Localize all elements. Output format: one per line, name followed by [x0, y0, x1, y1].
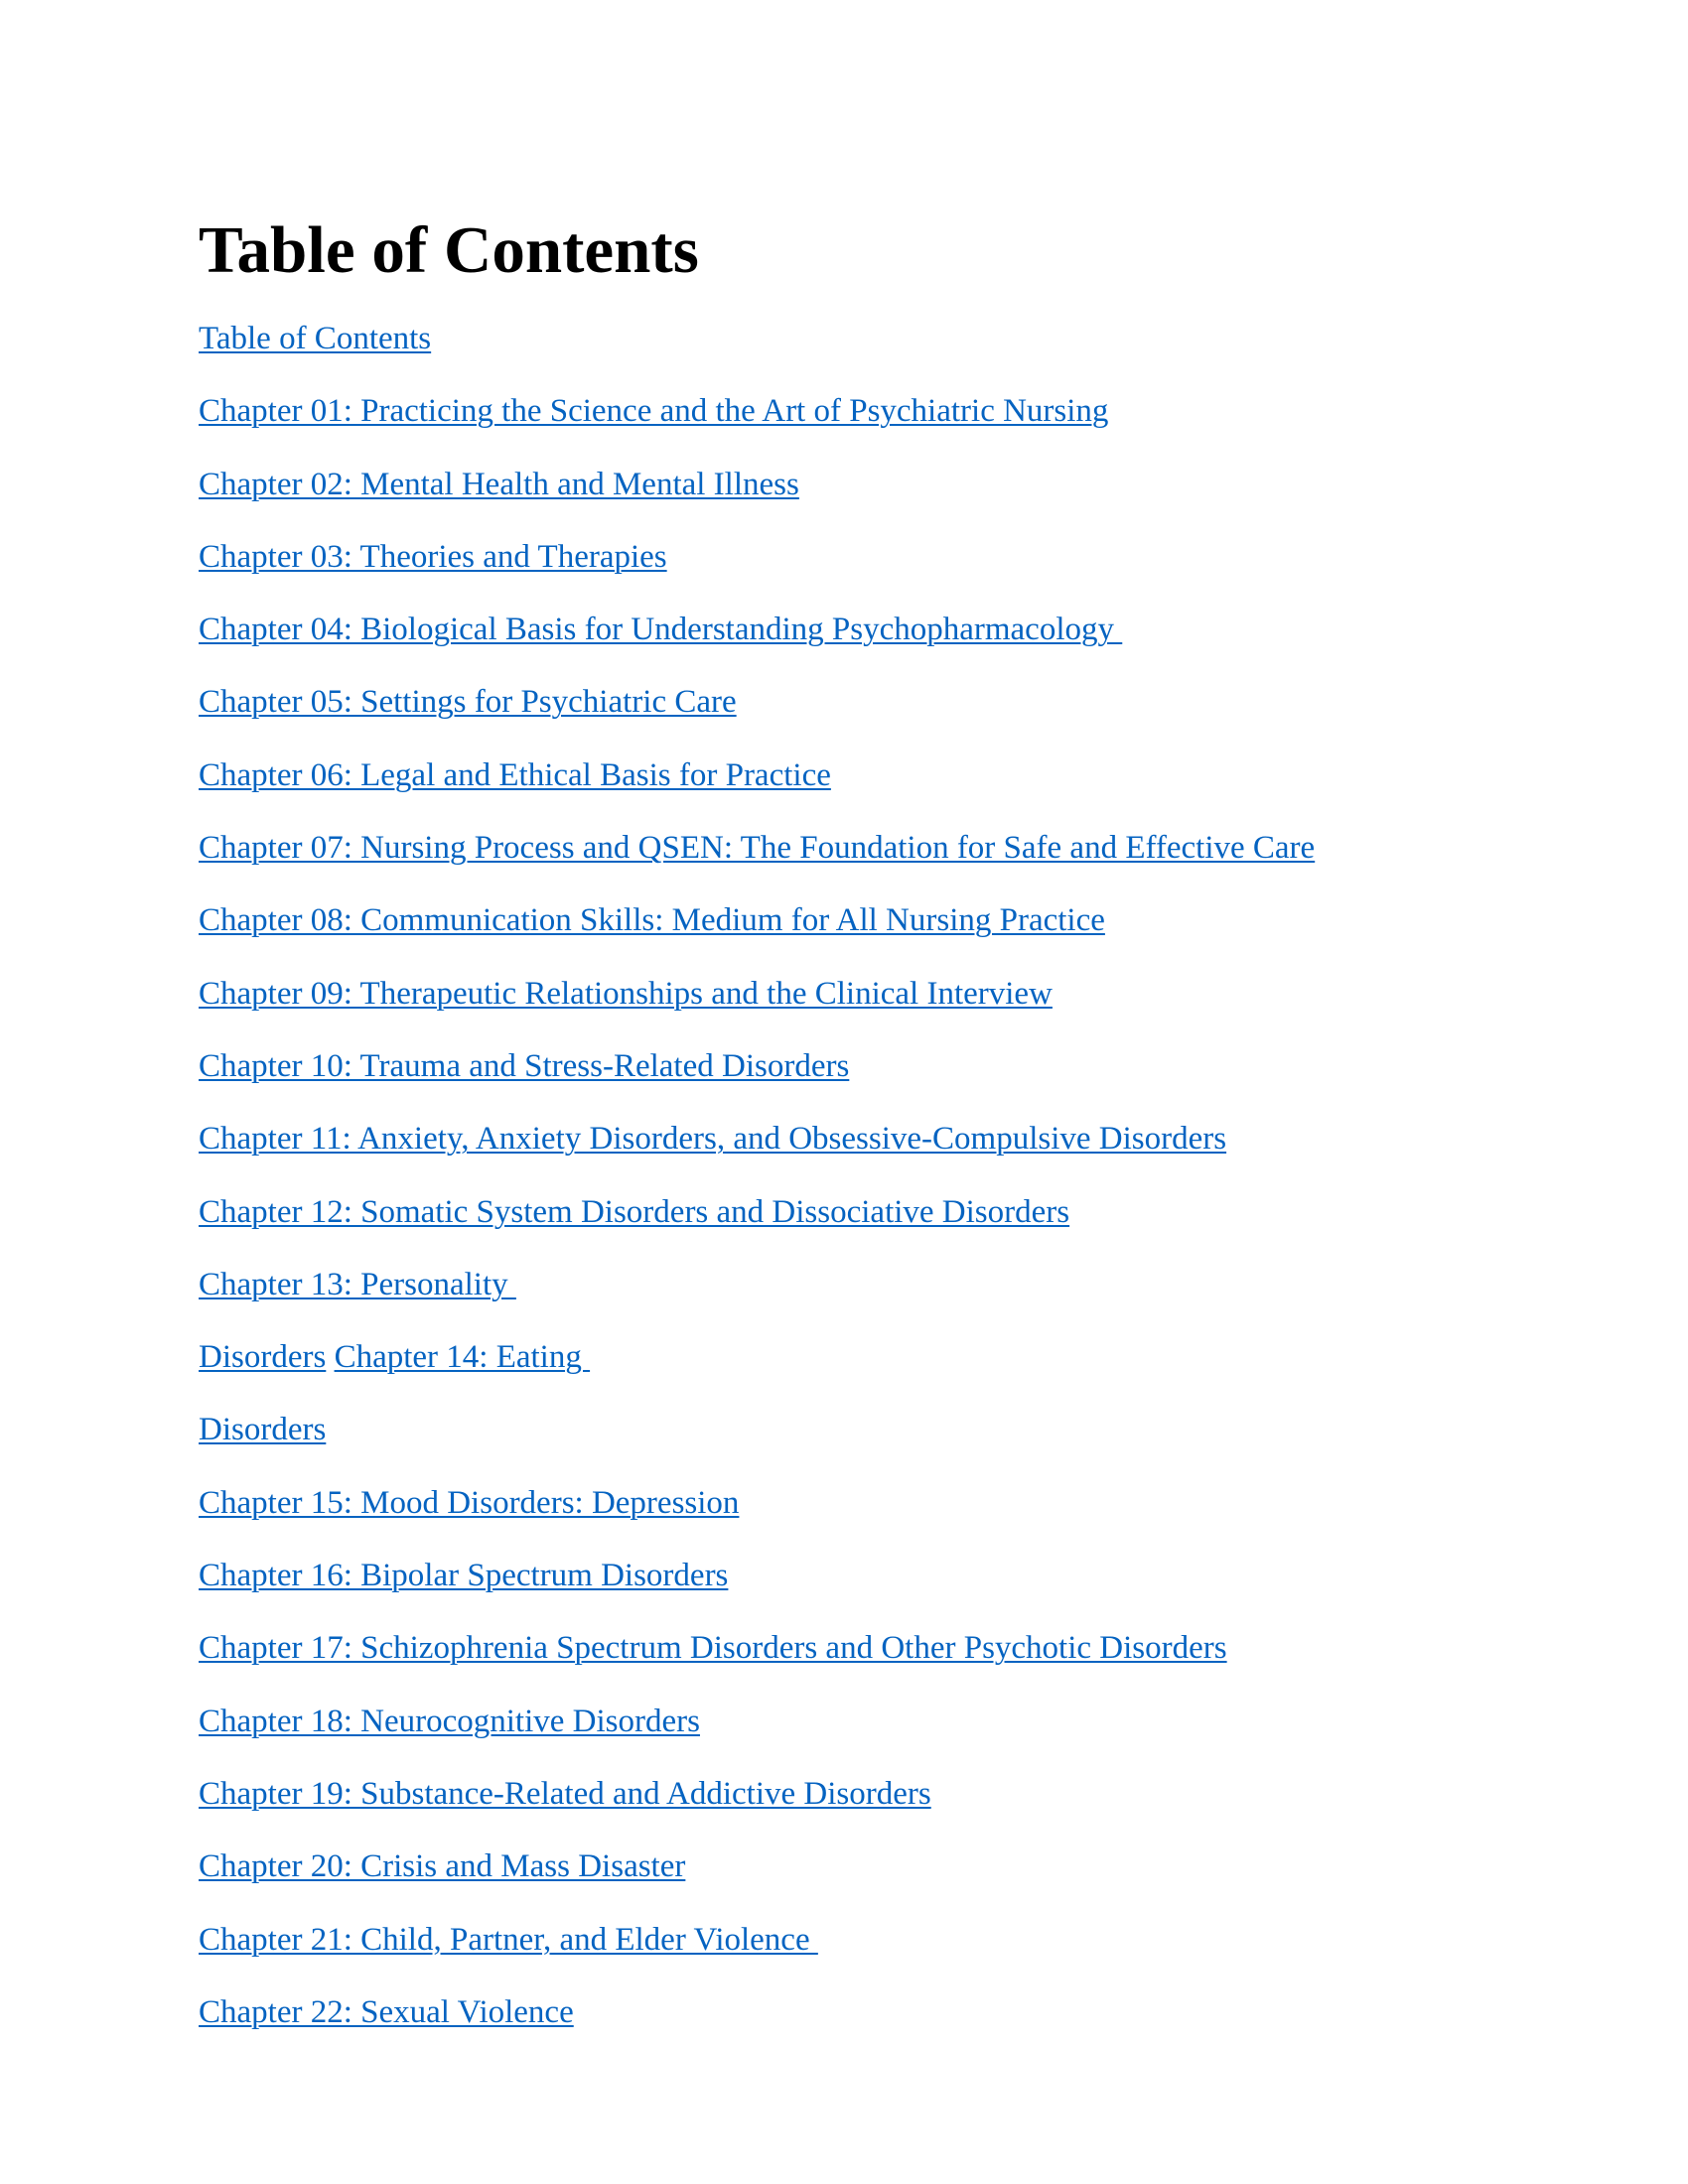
- toc-line: [199, 974, 1315, 1014]
- toc-link[interactable]: Chapter 07: Nursing Process and QSEN: The Foundation for Safe and Effective Care: [199, 830, 1316, 867]
- toc-link[interactable]: Chapter 01: Practicing the Science and the Art of Psychiatric Nursing: [199, 393, 1109, 430]
- toc-line: [199, 900, 1315, 940]
- toc-line: [199, 1702, 1315, 1741]
- toc-link[interactable]: Chapter 22: Sexual Violence: [199, 1993, 574, 2030]
- toc-link[interactable]: Chapter 17: Schizophrenia Spectrum Disorders and Other Psychotic Disorders: [199, 1630, 1227, 1667]
- toc-line: [199, 1192, 1315, 1232]
- toc-link[interactable]: Chapter 16: Bipolar Spectrum Disorders: [199, 1558, 729, 1594]
- page-title: Table of Contents: [199, 213, 699, 287]
- toc-line: [199, 537, 1315, 577]
- toc-line: [199, 755, 1315, 795]
- toc-line: [199, 682, 1315, 722]
- toc-link[interactable]: Disorders: [199, 1339, 327, 1376]
- toc-line: [199, 1846, 1315, 1886]
- toc-link[interactable]: Disorders: [199, 1412, 327, 1448]
- toc-line: [199, 828, 1315, 868]
- toc-link[interactable]: Chapter 08: Communication Skills: Medium for All Nursing Practice: [199, 902, 1105, 939]
- toc-link[interactable]: Chapter 10: Trauma and Stress-Related Disorders: [199, 1047, 850, 1084]
- toc-line: [199, 1628, 1315, 1668]
- toc-link[interactable]: Chapter 06: Legal and Ethical Basis for Practice: [199, 756, 831, 793]
- link-separator: [326, 1339, 334, 1375]
- toc-line: [199, 1410, 1315, 1449]
- toc-line: [199, 1992, 1315, 2032]
- toc-line: [199, 1920, 1315, 1960]
- toc-link[interactable]: Chapter 19: Substance-Related and Addictive Disorders: [199, 1775, 931, 1812]
- toc-line: [199, 465, 1315, 504]
- toc-line: [199, 1774, 1315, 1814]
- toc-line: [199, 391, 1315, 431]
- toc-link[interactable]: Table of Contents: [199, 321, 432, 356]
- toc-line: [199, 610, 1315, 649]
- toc-link[interactable]: Chapter 20: Crisis and Mass Disaster: [199, 1848, 686, 1885]
- toc-link[interactable]: Chapter 11: Anxiety, Anxiety Disorders, and Obsessive-Compulsive Disorders: [199, 1121, 1227, 1158]
- toc-link[interactable]: Chapter 15: Mood Disorders: Depression: [199, 1484, 740, 1521]
- toc-line: [199, 1337, 1315, 1377]
- toc-line: [199, 1483, 1315, 1523]
- toc-line: [199, 1119, 1315, 1159]
- toc-link[interactable]: Chapter 13: Personality: [199, 1266, 516, 1302]
- table-of-contents-list: [199, 319, 1315, 2065]
- toc-link[interactable]: Chapter 04: Biological Basis for Understanding Psychopharmacology: [199, 612, 1123, 648]
- toc-line: [199, 1046, 1315, 1086]
- toc-link[interactable]: Chapter 14: Eating: [334, 1339, 591, 1376]
- toc-line: [199, 1265, 1315, 1304]
- toc-link[interactable]: Chapter 09: Therapeutic Relationships and the Clinical Interview: [199, 975, 1053, 1012]
- toc-link[interactable]: Chapter 02: Mental Health and Mental Illness: [199, 466, 799, 502]
- toc-line: [199, 319, 1315, 358]
- toc-link[interactable]: Chapter 18: Neurocognitive Disorders: [199, 1703, 700, 1739]
- toc-line: [199, 1556, 1315, 1595]
- toc-link[interactable]: Chapter 12: Somatic System Disorders and Dissociative Disorders: [199, 1193, 1070, 1230]
- toc-link[interactable]: Chapter 21: Child, Partner, and Elder Violence: [199, 1921, 818, 1958]
- toc-link[interactable]: Chapter 03: Theories and Therapies: [199, 538, 667, 575]
- toc-link[interactable]: Chapter 05: Settings for Psychiatric Care: [199, 684, 737, 721]
